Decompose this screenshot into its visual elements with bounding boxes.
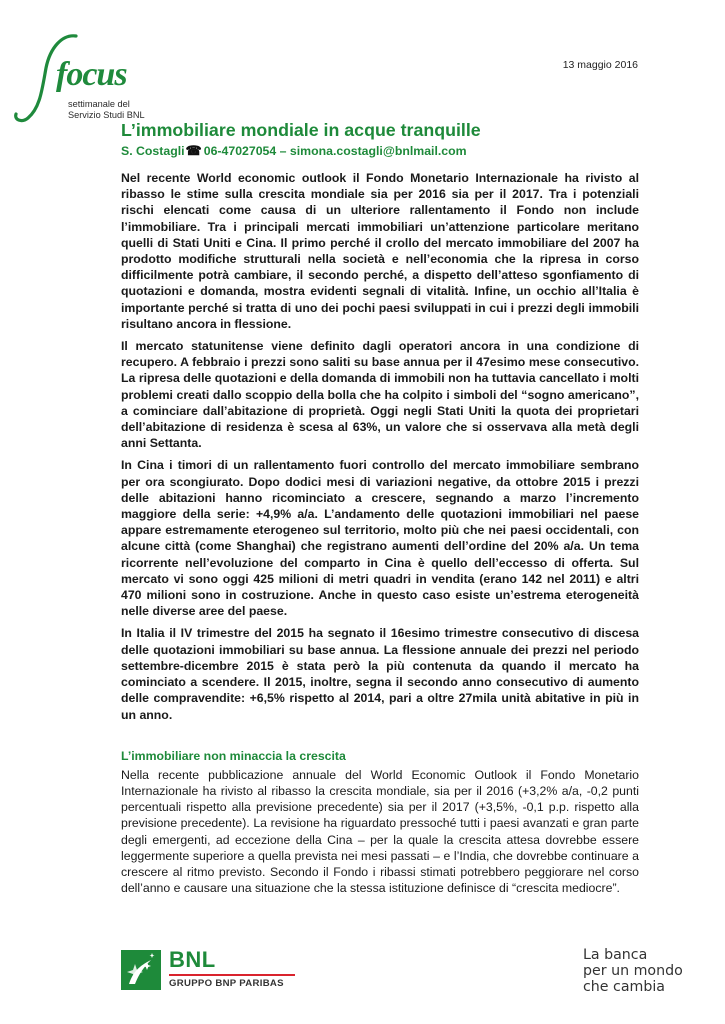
bnl-name: BNL [169,947,216,972]
article-body [121,170,639,902]
logo-subtitle-line2: Servizio Studi BNL [68,110,145,120]
tagline-line2: per un mondo [583,963,683,979]
italy-paragraph: In Italia il IV trimestre del 2015 ha segnato il 16esimo trimestre consecutivo di discesa delle quotazioni immobiliari su base annua. La flessione annuale dei prezzi nel periodo settembre-dicembre 2015 è stata però la più contenuta da quando il mercato ha cominciato a scendere. Il 2015, inoltre, segna il secondo anno consecutivo di aumento delle compravendite: +6,5% rispetto al 2014, pari a oltre 27mila unità abitative in più in un anno. [121,626,639,722]
author-name: S. Costagli [121,144,185,158]
tagline-line1: La banca [583,947,648,963]
bnl-divider [169,974,295,976]
section-paragraph: Nella recente pubblicazione annuale del World Economic Outlook il Fondo Monetario Internazionale ha rivisto al ribasso la crescita mondiale, sia per il 2016 (+3,2% a/a, -0,2 punti percentuali rispetto alla previsione precedente) sia per il 2017 (+3,5%, -0,1 p.p. rispetto alla previsione precedente). La revisione ha riguardato pressoché tutti i paesi avanzati e gran parte degli emergenti, ad eccezione della Cina – per la quale la crescita attesa dovrebbe essere leggermente superiore a quella prevista nei mesi passati – e l’India, che dovrebbe continuare a crescere al ritmo previsto. Secondo il Fondo i ribassi stimati potrebbero peggiorare nel corso dell’anno e causare una situazione che la stessa istituzione definisce di “crescita mediocre”. [121,767,639,896]
article-title: L’immobiliare mondiale in acque tranquille [121,120,481,140]
author-contact: 06-47027054 – simona.costagli@bnlmail.com [203,144,467,158]
section-title: L’immobiliare non minaccia la crescita [121,748,346,763]
bnl-star-icon [121,950,161,990]
logo-wordmark: focus [56,56,127,93]
bnl-logo [121,948,301,992]
intro-paragraph: Nel recente World economic outlook il Fondo Monetario Internazionale ha rivisto al ribasso le stime sulla crescita mondiale sia per 2016 sia per il 2017. Tra i potenziali rischi elencati come causa di un ulteriore rallentamento il Fondo non include l’immobiliare. Tra i principali mercati immobiliari un’attenzione particolare meritano quelli di Stati Uniti e Cina. Il primo perché il crollo del mercato immobiliare del 2007 ha prodotto modifiche strutturali nella società e nell’economia che la ripresa in corso difficilmente potrà cambiare, il secondo perché, a dispetto dell’atteso sgonfiamento di quotazioni e domanda, mostra evidenti segnali di vitalità. Infine, un occhio all’Italia è importante perché si tratta di uno dei pochi paesi sviluppati in cui i prezzi degli immobili risultano ancora in flessione. [121,171,639,331]
focus-logo [10,28,145,128]
usa-paragraph: Il mercato statunitense viene definito dagli operatori ancora in una condizione di recupero. A febbraio i prezzi sono saliti su base annua per il 47esimo mese consecutivo. La ripresa delle quotazioni e della domanda di immobili non ha tuttavia cancellato i molti problemi creati dallo scoppio della bolla che ha colpito i simboli del “sogno americano”, a cominciare dall’abitazione di proprietà. Oggi negli Stati Uniti la quota dei proprietari dell’abitazione di residenza è scesa al 63%, un valore che si osservava alla metà degli anni Settanta. [121,339,639,451]
china-paragraph: In Cina i timori di un rallentamento fuori controllo del mercato immobiliare sembrano per ora scongiurato. Dopo dodici mesi di variazioni negative, da ottobre 2015 i prezzi delle abitazioni hanno ricominciato a crescere, segnando a marzo l’incremento maggiore della serie: +4,9% a/a. L’andamento delle quotazioni immobiliari nel paese appare estremamente eterogeneo sul territorio, molto più che nei paesi occidentali, con alcune città (come Shanghai) che registrano aumenti dell’ordine del 20% a/a. Un tema ricorrente nell’evoluzione del comparto in Cina è quello dell’eccesso di offerta. Sul mercato vi sono oggi 425 milioni di metri quadri in vendita (erano 142 nel 2011) e altri 470 milioni sono in costruzione. Anche in questo caso esiste un’estrema eterogeneità nelle diverse aree del paese. [121,458,639,619]
byline [121,143,467,159]
publication-date: 13 maggio 2016 [562,59,638,71]
logo-subtitle-line1: settimanale del [68,99,130,109]
phone-icon: ☎ [185,143,202,158]
tagline [583,947,683,995]
bnl-group: GRUPPO BNP PARIBAS [169,978,284,989]
tagline-line3: che cambia [583,979,665,995]
